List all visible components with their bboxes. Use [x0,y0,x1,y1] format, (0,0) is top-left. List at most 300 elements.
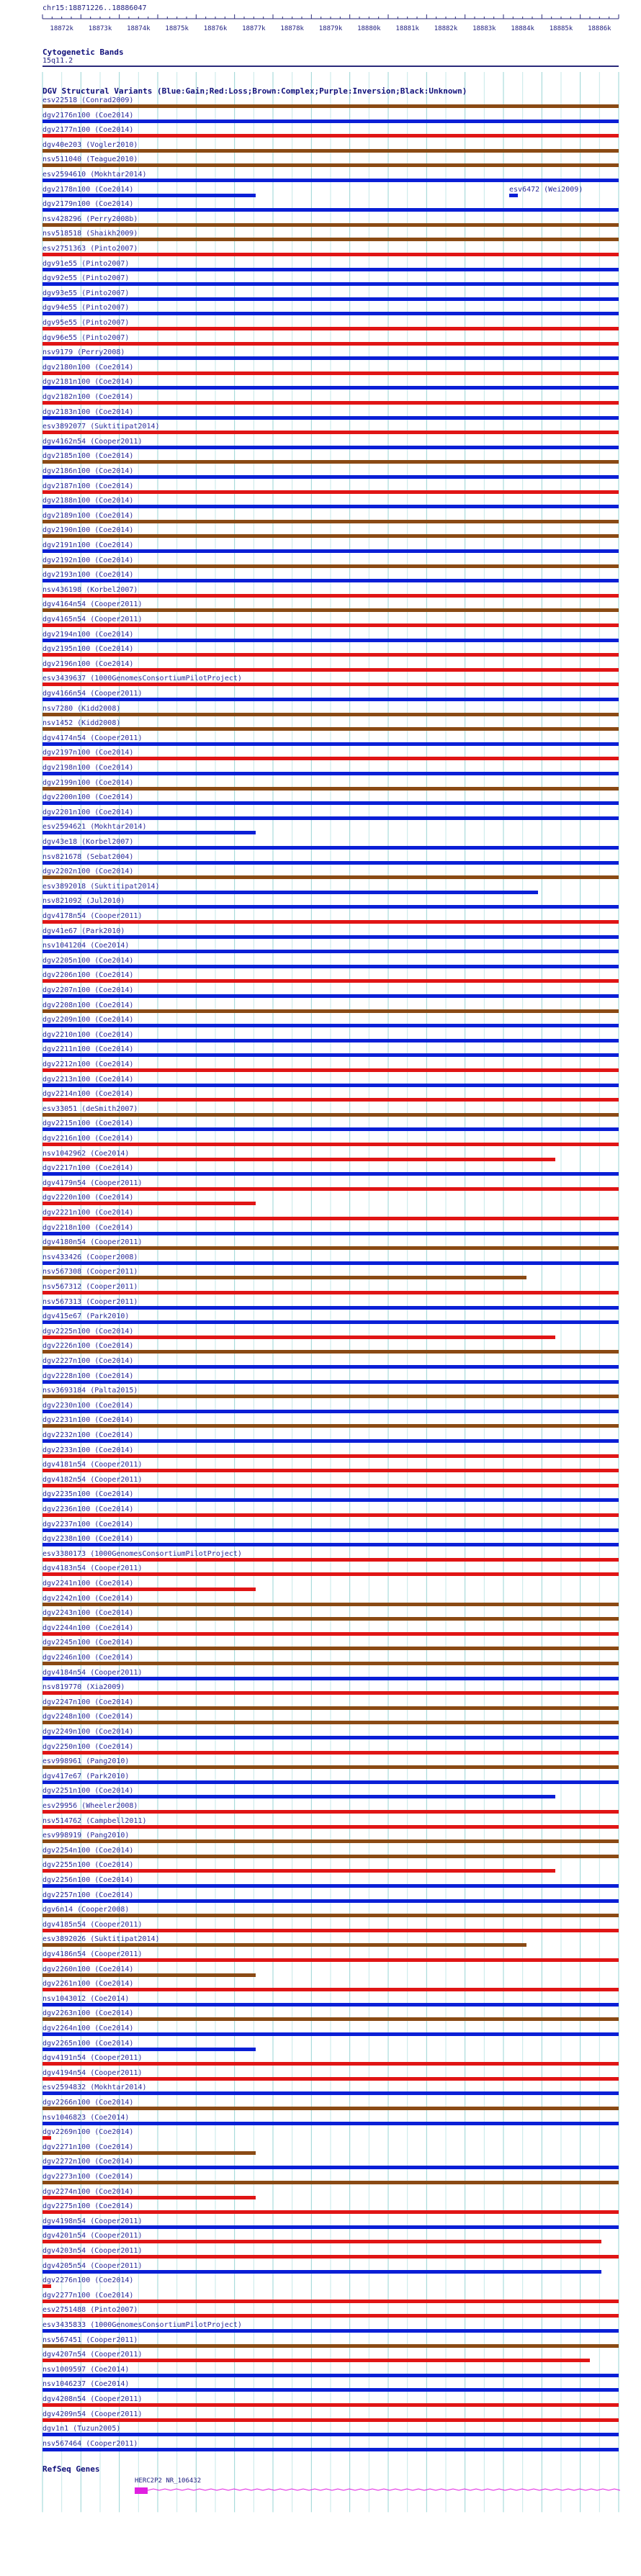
sv-bar[interactable] [42,2003,619,2007]
sv-bar[interactable] [42,2314,619,2318]
sv-label[interactable]: dgv93e55 (Pinto2007) [42,289,130,297]
sv-row[interactable] [42,1891,619,1904]
sv-bar[interactable] [42,1855,619,1858]
sv-label[interactable]: nsv567308 (Cooper2011) [42,1268,138,1276]
sv-bar[interactable] [42,490,619,494]
sv-row[interactable] [42,1757,619,1770]
sv-label[interactable]: dgv2191n100 (Coe2014) [42,541,134,549]
sv-label[interactable]: esv3892026 (Suktitipat2014) [42,1935,160,1944]
sv-bar[interactable] [42,2255,619,2258]
sv-bar[interactable] [42,1825,619,1829]
sv-label[interactable]: dgv4184n54 (Cooper2011) [42,1668,143,1677]
sv-row[interactable] [42,838,619,851]
sv-label[interactable]: dgv2255n100 (Coe2014) [42,1861,134,1870]
gene-label[interactable]: HERC2P2 NR_106432 [135,2477,202,2485]
sv-label[interactable]: nsv567312 (Cooper2011) [42,1283,138,1291]
sv-row[interactable] [42,1521,619,1534]
sv-bar[interactable] [42,564,619,568]
sv-label[interactable]: dgv2276n100 (Coe2014) [42,2276,134,2285]
sv-label[interactable]: dgv2264n100 (Coe2014) [42,2025,134,2032]
sv-row[interactable] [42,1609,619,1622]
sv-bar[interactable] [42,1291,619,1294]
sv-row[interactable] [42,1135,619,1148]
sv-row[interactable] [42,2143,619,2156]
sv-label[interactable]: dgv2180n100 (Coe2014) [42,363,134,371]
sv-row[interactable] [42,1016,619,1029]
sv-label[interactable]: dgv2277n100 (Coe2014) [42,2291,134,2300]
sv-bar[interactable] [42,1588,256,1591]
sv-row[interactable] [42,230,619,243]
sv-bar[interactable] [42,1884,619,1888]
sv-bar[interactable] [42,1068,619,1072]
sv-bar[interactable] [42,1617,619,1621]
sv-label[interactable]: dgv2214n100 (Coe2014) [42,1090,134,1099]
sv-label[interactable]: dgv2238n100 (Coe2014) [42,1535,134,1544]
sv-label[interactable]: dgv94e55 (Pinto2007) [42,304,130,312]
sv-bar[interactable] [42,2240,601,2243]
sv-bar[interactable] [42,1795,555,1798]
sv-row[interactable] [42,304,619,317]
sv-label[interactable]: esv998919 (Pang2010) [42,1832,130,1840]
sv-row[interactable] [42,2232,619,2245]
sv-bar[interactable] [42,2181,619,2184]
sv-label[interactable]: dgv43e18 (Korbel2007) [42,838,134,846]
sv-row[interactable] [42,912,619,925]
sv-bar[interactable] [42,475,619,479]
sv-label[interactable]: nsv436198 (Korbel2007) [42,585,138,594]
sv-bar[interactable] [42,683,619,686]
sv-label[interactable]: esv2594621 (Mokhtar2014) [42,823,147,832]
sv-label[interactable]: nsv821092 (Jul2010) [42,897,125,906]
sv-label[interactable]: nsv1046823 (Coe2014) [42,2113,130,2122]
sv-row[interactable] [42,586,619,599]
sv-row[interactable] [42,1935,619,1948]
sv-label[interactable]: esv33051 (deSmith2007) [42,1104,138,1113]
sv-row[interactable] [42,1283,619,1296]
sv-bar[interactable] [42,1899,619,1903]
sv-row[interactable] [42,616,619,629]
sv-bar[interactable] [42,342,619,346]
sv-row[interactable] [42,897,619,910]
sv-label[interactable]: dgv2195n100 (Coe2014) [42,645,134,654]
sv-bar[interactable] [42,1306,619,1310]
sv-row[interactable] [42,2247,619,2260]
sv-label[interactable]: esv3892077 (Suktitipat2014) [42,423,160,431]
sv-label[interactable]: dgv2213n100 (Coe2014) [42,1075,134,1084]
sv-label[interactable]: dgv2190n100 (Coe2014) [42,526,134,535]
sv-row[interactable] [42,1209,619,1222]
sv-row[interactable] [42,541,619,554]
sv-bar[interactable] [42,608,619,612]
sv-row[interactable] [42,971,619,984]
sv-bar[interactable] [42,179,619,182]
sv-row[interactable] [42,645,619,658]
sv-bar[interactable] [42,282,619,286]
sv-row[interactable] [42,793,619,806]
sv-label[interactable]: dgv4174n54 (Cooper2011) [42,734,143,742]
sv-row[interactable] [42,467,619,480]
sv-label[interactable]: dgv2244n100 (Coe2014) [42,1623,134,1632]
sv-bar[interactable] [42,1943,526,1947]
sv-bar[interactable] [42,668,619,672]
sv-row[interactable] [42,2009,619,2022]
sv-row[interactable] [42,1461,619,1474]
sv-row[interactable] [42,1861,619,1874]
sv-label[interactable]: dgv2236n100 (Coe2014) [42,1505,134,1513]
sv-label[interactable]: dgv96e55 (Pinto2007) [42,333,130,342]
sv-label[interactable]: dgv2230n100 (Coe2014) [42,1401,134,1410]
sv-row[interactable] [42,1669,619,1682]
sv-bar[interactable] [42,371,619,375]
sv-label[interactable]: dgv2251n100 (Coe2014) [42,1787,134,1796]
sv-row[interactable] [42,1817,619,1830]
sv-row[interactable] [42,1298,619,1311]
sv-row[interactable] [42,1921,619,1934]
sv-label[interactable]: esv29956 (Wheeler2008) [42,1802,138,1810]
sv-row[interactable] [42,2173,619,2186]
sv-bar[interactable] [42,727,619,731]
sv-bar[interactable] [42,1246,619,1250]
sv-label[interactable]: esv3435833 (1000GenomesConsortiumPilotProject) [42,2321,242,2329]
sv-row[interactable] [42,1535,619,1548]
sv-label[interactable]: dgv4180n54 (Cooper2011) [42,1238,143,1247]
sv-bar[interactable] [42,1084,619,1087]
sv-label[interactable]: dgv2231n100 (Coe2014) [42,1416,134,1425]
sv-row[interactable] [42,171,619,184]
sv-bar[interactable] [42,431,619,434]
sv-label[interactable]: dgv2199n100 (Coe2014) [42,778,134,787]
sv-row[interactable] [42,156,619,168]
sv-row[interactable] [42,186,619,199]
sv-bar[interactable] [42,446,619,449]
sv-bar[interactable] [42,994,619,998]
sv-bar[interactable] [42,772,619,775]
sv-label[interactable]: dgv4164n54 (Cooper2011) [42,600,143,609]
sv-row[interactable] [42,2276,619,2289]
sv-label[interactable]: dgv417e67 (Park2010) [42,1772,130,1780]
sv-label[interactable]: dgv4201n54 (Cooper2011) [42,2232,143,2241]
sv-label[interactable]: esv6472 (Wei2009) [509,185,583,194]
sv-row[interactable] [42,1076,619,1089]
sv-row[interactable] [42,2262,619,2275]
sv-bar[interactable] [42,1484,619,1487]
sv-bar[interactable] [42,831,256,834]
sv-bar[interactable] [42,579,619,582]
sv-row[interactable] [42,2410,619,2423]
sv-bar[interactable] [42,1810,619,1814]
sv-row[interactable] [42,571,619,584]
sv-row[interactable] [42,289,619,302]
sv-label[interactable]: dgv4207n54 (Cooper2011) [42,2351,143,2359]
sv-label[interactable]: dgv2249n100 (Coe2014) [42,1728,134,1736]
sv-bar[interactable] [42,149,619,153]
sv-bar[interactable] [42,1217,619,1220]
sv-row[interactable] [42,126,619,139]
sv-row[interactable] [42,719,619,732]
sv-label[interactable]: dgv2179n100 (Coe2014) [42,200,134,209]
sv-label[interactable]: dgv2271n100 (Coe2014) [42,2143,134,2151]
sv-bar[interactable] [42,757,619,760]
sv-bar[interactable] [42,2388,619,2392]
sv-row[interactable] [42,1224,619,1237]
sv-row[interactable] [42,1550,619,1563]
sv-bar[interactable] [42,1439,619,1443]
sv-label[interactable]: dgv4186n54 (Cooper2011) [42,1950,143,1958]
sv-row[interactable] [42,1328,619,1341]
sv-label[interactable]: dgv2237n100 (Coe2014) [42,1520,134,1528]
sv-bar[interactable] [42,1513,619,1517]
sv-row[interactable] [42,2351,619,2364]
sv-bar[interactable] [42,816,619,820]
sv-bar[interactable] [42,2433,619,2436]
sv-label[interactable]: dgv4194n54 (Cooper2011) [42,2068,143,2077]
sv-label[interactable]: dgv4166n54 (Cooper2011) [42,690,143,698]
sv-bar[interactable] [42,1410,619,1413]
sv-label[interactable]: dgv2202n100 (Coe2014) [42,868,134,876]
sv-row[interactable] [42,868,619,881]
sv-bar[interactable] [42,1320,619,1324]
sv-label[interactable]: dgv92e55 (Pinto2007) [42,274,130,283]
sv-label[interactable]: dgv2250n100 (Coe2014) [42,1742,134,1751]
sv-bar[interactable] [42,520,619,523]
sv-row[interactable] [42,1995,619,2008]
sv-bar[interactable] [42,1024,619,1027]
sv-row[interactable] [42,1564,619,1577]
sv-bar[interactable] [42,208,619,212]
sv-bar[interactable] [42,1869,555,1873]
sv-row[interactable] [42,631,619,644]
sv-row[interactable] [42,1683,619,1696]
sv-bar[interactable] [42,1677,619,1680]
sv-row[interactable] [42,823,619,836]
sv-label[interactable]: dgv91e55 (Pinto2007) [42,259,130,268]
sv-row[interactable] [42,2321,619,2334]
sv-label[interactable]: dgv4179n54 (Cooper2011) [42,1179,143,1187]
sv-bar[interactable] [42,2374,619,2377]
sv-label[interactable]: dgv2266n100 (Coe2014) [42,2099,134,2107]
sv-bar[interactable] [42,920,619,924]
sv-row[interactable] [42,1743,619,1756]
sv-bar[interactable] [42,594,619,598]
sv-label[interactable]: dgv2212n100 (Coe2014) [42,1060,134,1068]
sv-bar[interactable] [42,134,619,138]
sv-label[interactable]: dgv2232n100 (Coe2014) [42,1431,134,1439]
sv-label[interactable]: dgv2178n100 (Coe2014) [42,185,134,194]
sv-label[interactable]: dgv2241n100 (Coe2014) [42,1580,134,1588]
sv-bar[interactable] [42,2091,619,2095]
sv-row[interactable] [42,1402,619,1415]
sv-bar[interactable] [42,1973,256,1977]
sv-row[interactable] [42,1595,619,1608]
sv-row[interactable] [42,141,619,154]
sv-label[interactable]: esv3892018 (Suktitipat2014) [42,882,160,891]
sv-row[interactable] [42,334,619,347]
sv-label[interactable]: dgv2275n100 (Coe2014) [42,2202,134,2211]
sv-label[interactable]: dgv4183n54 (Cooper2011) [42,1564,143,1573]
sv-row[interactable] [42,675,619,688]
sv-label[interactable]: dgv2211n100 (Coe2014) [42,1045,134,1054]
sv-row[interactable] [42,1105,619,1118]
sv-row[interactable] [42,2395,619,2408]
sv-bar[interactable] [42,861,619,865]
sv-label[interactable]: nsv514762 (Campbell2011) [42,1816,147,1825]
sv-bar[interactable] [42,1261,619,1265]
sv-bar[interactable] [42,1929,619,1932]
sv-bar[interactable] [42,1706,619,1710]
sv-row[interactable] [42,348,619,361]
sv-bar[interactable] [42,1751,619,1755]
sv-row[interactable] [42,2099,619,2112]
sv-row[interactable] [42,1416,619,1429]
sv-bar[interactable] [42,2107,619,2110]
sv-row[interactable] [42,200,619,213]
sv-row[interactable] [42,705,619,718]
sv-bar[interactable] [42,1276,526,1279]
sv-bar[interactable] [42,965,619,968]
sv-label[interactable]: dgv2257n100 (Coe2014) [42,1891,134,1899]
sv-label[interactable]: esv2751363 (Pinto2007) [42,245,138,253]
sv-bar[interactable] [42,1988,619,1991]
sv-label[interactable]: dgv4198n54 (Cooper2011) [42,2217,143,2225]
sv-bar[interactable] [42,1543,619,1546]
sv-label[interactable]: dgv4203n54 (Cooper2011) [42,2247,143,2255]
sv-bar[interactable] [42,1469,619,1472]
sv-label[interactable]: nsv1042962 (Coe2014) [42,1149,130,1158]
sv-bar[interactable] [42,1691,619,1695]
sv-label[interactable]: nsv567313 (Cooper2011) [42,1297,138,1306]
sv-bar[interactable] [42,194,256,197]
sv-bar[interactable] [42,2062,619,2066]
sv-bar[interactable] [42,104,619,108]
sv-label[interactable]: dgv2205n100 (Coe2014) [42,956,134,965]
sv-bar[interactable] [42,1765,619,1769]
sv-bar[interactable] [42,416,619,420]
sv-label[interactable]: esv2751488 (Pinto2007) [42,2306,138,2315]
sv-label[interactable]: dgv2193n100 (Coe2014) [42,571,134,580]
sv-row[interactable] [42,526,619,539]
sv-label[interactable]: dgv4165n54 (Cooper2011) [42,616,143,623]
sv-label[interactable]: dgv2200n100 (Coe2014) [42,793,134,802]
sv-bar[interactable] [42,1039,619,1042]
sv-bar[interactable] [42,1365,619,1369]
sv-row[interactable] [42,1476,619,1489]
sv-bar[interactable] [42,1958,619,1962]
sv-row[interactable] [42,2188,619,2201]
sv-bar[interactable] [42,1632,619,1636]
sv-bar[interactable] [42,2270,601,2274]
sv-label[interactable]: dgv2273n100 (Coe2014) [42,2173,134,2181]
sv-row[interactable] [42,2054,619,2067]
sv-bar[interactable] [509,194,518,197]
sv-bar[interactable] [42,1336,555,1339]
sv-bar[interactable] [42,2448,619,2451]
sv-row[interactable] [42,1253,619,1266]
sv-bar[interactable] [42,1009,619,1013]
sv-row[interactable] [42,408,619,421]
sv-label[interactable]: dgv2186n100 (Coe2014) [42,467,134,475]
sv-row[interactable] [42,1001,619,1014]
sv-label[interactable]: dgv2188n100 (Coe2014) [42,497,134,505]
sv-bar[interactable] [42,2048,256,2051]
sv-bar[interactable] [42,2284,51,2288]
sv-label[interactable]: dgv2210n100 (Coe2014) [42,1030,134,1039]
sv-row[interactable] [42,1120,619,1132]
sv-bar[interactable] [42,639,619,642]
sv-bar[interactable] [42,1113,619,1117]
sv-row[interactable] [42,690,619,703]
sv-label[interactable]: dgv4191n54 (Cooper2011) [42,2054,143,2063]
sv-row[interactable] [42,2158,619,2171]
sv-bar[interactable] [42,2151,256,2155]
sv-bar[interactable] [42,1498,619,1502]
sv-bar[interactable] [42,742,619,746]
sv-label[interactable]: dgv2226n100 (Coe2014) [42,1342,134,1351]
sv-bar[interactable] [42,801,619,805]
sv-row[interactable] [42,1387,619,1400]
sv-bar[interactable] [42,401,619,405]
sv-row[interactable] [42,1372,619,1385]
sv-label[interactable]: dgv41e67 (Park2010) [42,927,125,935]
sv-label[interactable]: dgv95e55 (Pinto2007) [42,319,130,327]
sv-label[interactable]: dgv6n14 (Cooper2008) [42,1906,130,1914]
sv-label[interactable]: esv22518 (Conrad2009) [42,96,134,104]
sv-row[interactable] [42,1639,619,1652]
sv-label[interactable]: dgv2209n100 (Coe2014) [42,1016,134,1024]
sv-label[interactable]: dgv2185n100 (Coe2014) [42,452,134,461]
sv-bar[interactable] [42,534,619,538]
sv-row[interactable] [42,364,619,377]
sv-row[interactable] [42,2025,619,2037]
sv-bar[interactable] [42,1158,555,1161]
sv-row[interactable] [42,2306,619,2319]
sv-bar[interactable] [42,1127,619,1131]
sv-row[interactable] [42,1342,619,1355]
sv-bar[interactable] [42,905,619,909]
sv-label[interactable]: dgv2192n100 (Coe2014) [42,556,134,564]
sv-bar[interactable] [42,1395,619,1398]
sv-label[interactable]: dgv2194n100 (Coe2014) [42,630,134,639]
sv-row[interactable] [42,378,619,391]
sv-bar[interactable] [42,875,619,879]
sv-row[interactable] [42,1876,619,1889]
sv-row[interactable] [42,2336,619,2349]
sv-bar[interactable] [42,505,619,508]
sv-bar[interactable] [42,1187,619,1191]
sv-bar[interactable] [42,1721,619,1724]
sv-label[interactable]: dgv2201n100 (Coe2014) [42,808,134,816]
sv-bar[interactable] [42,1558,619,1562]
sv-row[interactable] [42,2069,619,2082]
sv-bar[interactable] [42,2136,51,2140]
sv-label[interactable]: dgv2196n100 (Coe2014) [42,659,134,668]
sv-bar[interactable] [42,1736,619,1739]
sv-bar[interactable] [42,2210,619,2214]
sv-bar[interactable] [42,297,619,301]
sv-label[interactable]: dgv2215n100 (Coe2014) [42,1120,134,1128]
sv-label[interactable]: dgv4185n54 (Cooper2011) [42,1920,143,1929]
sv-label[interactable]: dgv2220n100 (Coe2014) [42,1194,134,1202]
sv-label[interactable]: dgv2269n100 (Coe2014) [42,2128,134,2137]
sv-bar[interactable] [42,979,619,983]
sv-label[interactable]: esv2594610 (Mokhtar2014) [42,171,147,179]
sv-row[interactable] [42,1773,619,1785]
sv-row[interactable] [42,423,619,436]
sv-row[interactable] [42,1980,619,1993]
sv-bar[interactable] [42,312,619,315]
sv-bar[interactable] [42,1143,619,1146]
sv-row[interactable] [42,2292,619,2305]
sv-row[interactable] [42,927,619,940]
